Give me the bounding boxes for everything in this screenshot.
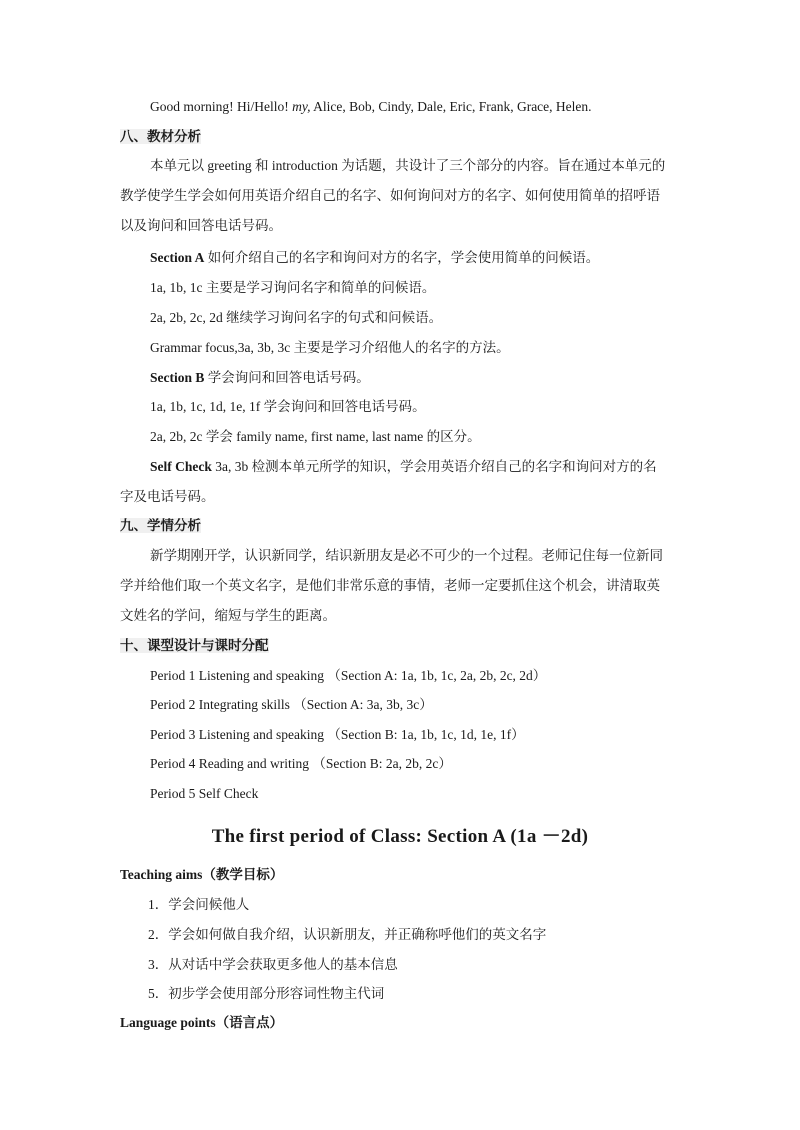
section-8-heading-text: 八、教材分析 (120, 129, 201, 144)
section-b-line (150, 369, 370, 387)
section-9-line-1: 新学期刚开学，认识新同学，结识新朋友是必不可少的一个过程。老师记住每一位新同 (150, 548, 663, 563)
period-5: Period 5 Self Check (150, 786, 259, 801)
period-1: Period 1 Listening and speaking （Section A: 1a, 1b, 1c, 2a, 2b, 2c, 2d） (150, 668, 547, 683)
section-9-heading-text: 九、学情分析 (120, 518, 201, 533)
section-a-item-3: Grammar focus,3a, 3b, 3c 主要是学习介绍他人的名字的方法。 (150, 340, 510, 355)
aim-item-2: 2．学会如何做自我介绍，认识新朋友，并正确称呼他们的英文名字 (148, 927, 547, 942)
aim-item-3: 3．从对话中学会获取更多他人的基本信息 (148, 957, 398, 972)
language-points-heading: Language points（语言点） (120, 1015, 284, 1030)
self-check-text: 3a, 3b 检测本单元所学的知识，学会用英语介绍自己的名字和询问对方的名 (211, 459, 657, 474)
section-b-label: Section B (150, 370, 205, 385)
section-9-line-3: 文姓名的学问，缩短与学生的距离。 (120, 608, 336, 623)
intro-text-start: Good morning! Hi/Hello! (150, 99, 293, 114)
section-a-text: 如何介绍自己的名字和询问对方的名字，学会使用简单的问候语。 (204, 250, 600, 265)
aim-item-4: 5．初步学会使用部分形容词性物主代词 (148, 986, 385, 1001)
self-check-line-2: 字及电话号码。 (120, 489, 215, 504)
lesson-title: The first period of Class: Section A (1a －2d) (211, 826, 589, 847)
section-a-line (150, 249, 599, 267)
section-8-heading (120, 128, 201, 146)
section-b-item-2: 2a, 2b, 2c 学会 family name, first name, last name 的区分。 (150, 429, 481, 444)
section-8-para-line-3: 以及询问和回答电话号码。 (120, 218, 282, 233)
self-check-line (150, 458, 657, 476)
section-a-item-2: 2a, 2b, 2c, 2d 继续学习询问名字的句式和问候语。 (150, 310, 443, 325)
section-b-item-1: 1a, 1b, 1c, 1d, 1e, 1f 学会询问和回答电话号码。 (150, 399, 426, 414)
intro-text-names: Alice, Bob, Cindy, Dale, Eric, Frank, Grace, Helen. (310, 99, 592, 114)
intro-line (150, 98, 592, 116)
section-9-line-2: 学并给他们取一个英文名字，是他们非常乐意的事情，老师一定要抓住这个机会，讲清取英 (120, 578, 660, 593)
period-4: Period 4 Reading and writing （Section B: 2a, 2b, 2c） (150, 756, 452, 771)
teaching-aims-heading: Teaching aims（教学目标） (120, 867, 284, 882)
section-8-para-line-2: 教学使学生学会如何用英语介绍自己的名字、如何询问对方的名字、如何使用简单的招呼语 (120, 188, 660, 203)
self-check-label: Self Check (150, 459, 212, 474)
period-2: Period 2 Integrating skills （Section A: 3a, 3b, 3c） (150, 697, 433, 712)
section-9-heading (120, 517, 201, 535)
aim-item-1: 1．学会问候他人 (148, 897, 250, 912)
section-b-text: 学会询问和回答电话号码。 (204, 370, 370, 385)
section-8-para-line-1: 本单元以 greeting 和 introduction 为话题，共设计了三个部分的内容。旨在通过本单元的 (150, 158, 666, 173)
period-3: Period 3 Listening and speaking （Section B: 1a, 1b, 1c, 1d, 1e, 1f） (150, 727, 525, 742)
section-a-item-1: 1a, 1b, 1c 主要是学习询问名字和简单的问候语。 (150, 280, 436, 295)
intro-my: my, (292, 99, 311, 114)
section-10-heading-text: 十、课型设计与课时分配 (120, 638, 269, 653)
section-10-heading (120, 637, 269, 655)
section-a-label: Section A (150, 250, 205, 265)
